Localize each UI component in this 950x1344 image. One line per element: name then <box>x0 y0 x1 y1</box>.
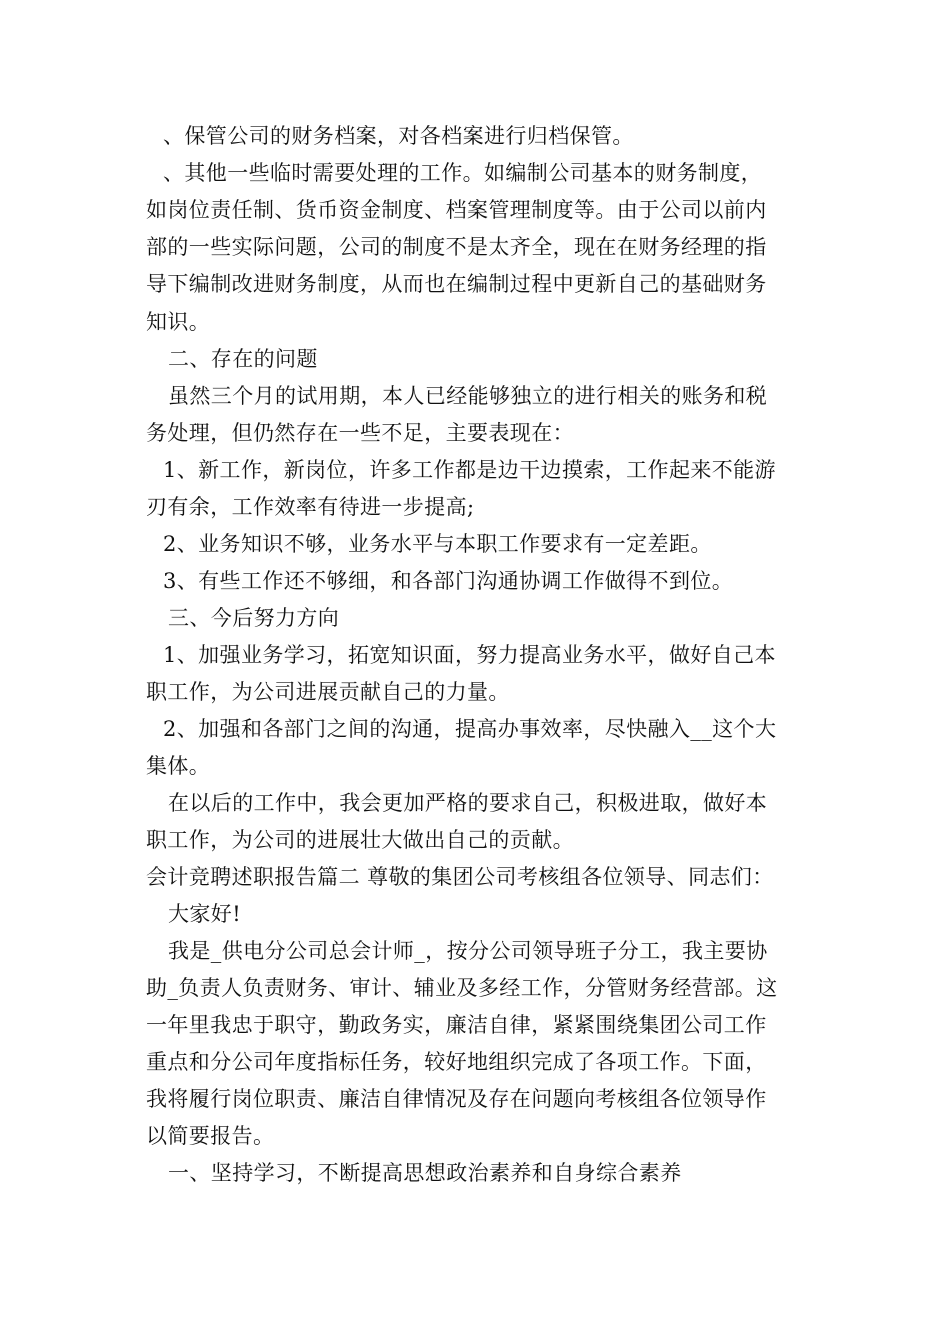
text-line: 集体。 <box>146 754 211 778</box>
list-item: 2、加强和各部门之间的沟通，提高办事效率，尽快融入__这个大 <box>163 717 777 741</box>
section-heading: 一、坚持学习，不断提高思想政治素养和自身综合素养 <box>168 1161 682 1185</box>
text-line: 助_负责人负责财务、审计、辅业及多经工作，分管财务经营部。这 <box>146 976 778 1000</box>
text-line: 在以后的工作中，我会更加严格的要求自己，积极进取，做好本 <box>168 791 768 815</box>
text-line: 我将履行岗位职责、廉洁自律情况及存在问题向考核组各位领导作 <box>146 1087 767 1111</box>
text-line: 我是_供电分公司总会计师_，按分公司领导班子分工，我主要协 <box>168 939 768 963</box>
text-line: 职工作，为公司进展贡献自己的力量。 <box>146 680 510 704</box>
greeting: 大家好! <box>168 902 242 926</box>
list-item: 1、新工作，新岗位，许多工作都是边干边摸索，工作起来不能游 <box>163 458 776 482</box>
report-heading: 会计竞聘述职报告篇二 尊敬的集团公司考核组各位领导、同志们： <box>146 865 774 889</box>
text-line: 、保管公司的财务档案，对各档案进行归档保管。 <box>163 124 634 148</box>
list-item: 2、业务知识不够，业务水平与本职工作要求有一定差距。 <box>163 532 712 556</box>
text-line: 职工作，为公司的进展壮大做出自己的贡献。 <box>146 828 574 852</box>
text-line: 务处理，但仍然存在一些不足，主要表现在： <box>146 421 574 445</box>
text-line: 部的一些实际问题，公司的制度不是太齐全，现在在财务经理的指 <box>146 235 767 259</box>
list-item: 3、有些工作还不够细，和各部门沟通协调工作做得不到位。 <box>163 569 734 593</box>
text-line: 一年里我忠于职守，勤政务实，廉洁自律，紧紧围绕集团公司工作 <box>146 1013 767 1037</box>
text-line: 知识。 <box>146 310 211 334</box>
text-line: 如岗位责任制、货币资金制度、档案管理制度等。由于公司以前内 <box>146 198 767 222</box>
text-line: 、其他一些临时需要处理的工作。如编制公司基本的财务制度， <box>163 161 763 185</box>
text-line: 刃有余，工作效率有待进一步提高; <box>146 495 475 519</box>
text-line: 导下编制改进财务制度，从而也在编制过程中更新自己的基础财务 <box>146 272 767 296</box>
text-line: 虽然三个月的试用期，本人已经能够独立的进行相关的账务和税 <box>168 384 768 408</box>
section-heading: 二、存在的问题 <box>168 347 318 371</box>
section-heading: 三、今后努力方向 <box>168 606 340 630</box>
text-line: 以简要报告。 <box>146 1124 275 1148</box>
text-line: 重点和分公司年度指标任务，较好地组织完成了各项工作。下面， <box>146 1050 767 1074</box>
list-item: 1、加强业务学习，拓宽知识面，努力提高业务水平，做好自己本 <box>163 643 776 667</box>
